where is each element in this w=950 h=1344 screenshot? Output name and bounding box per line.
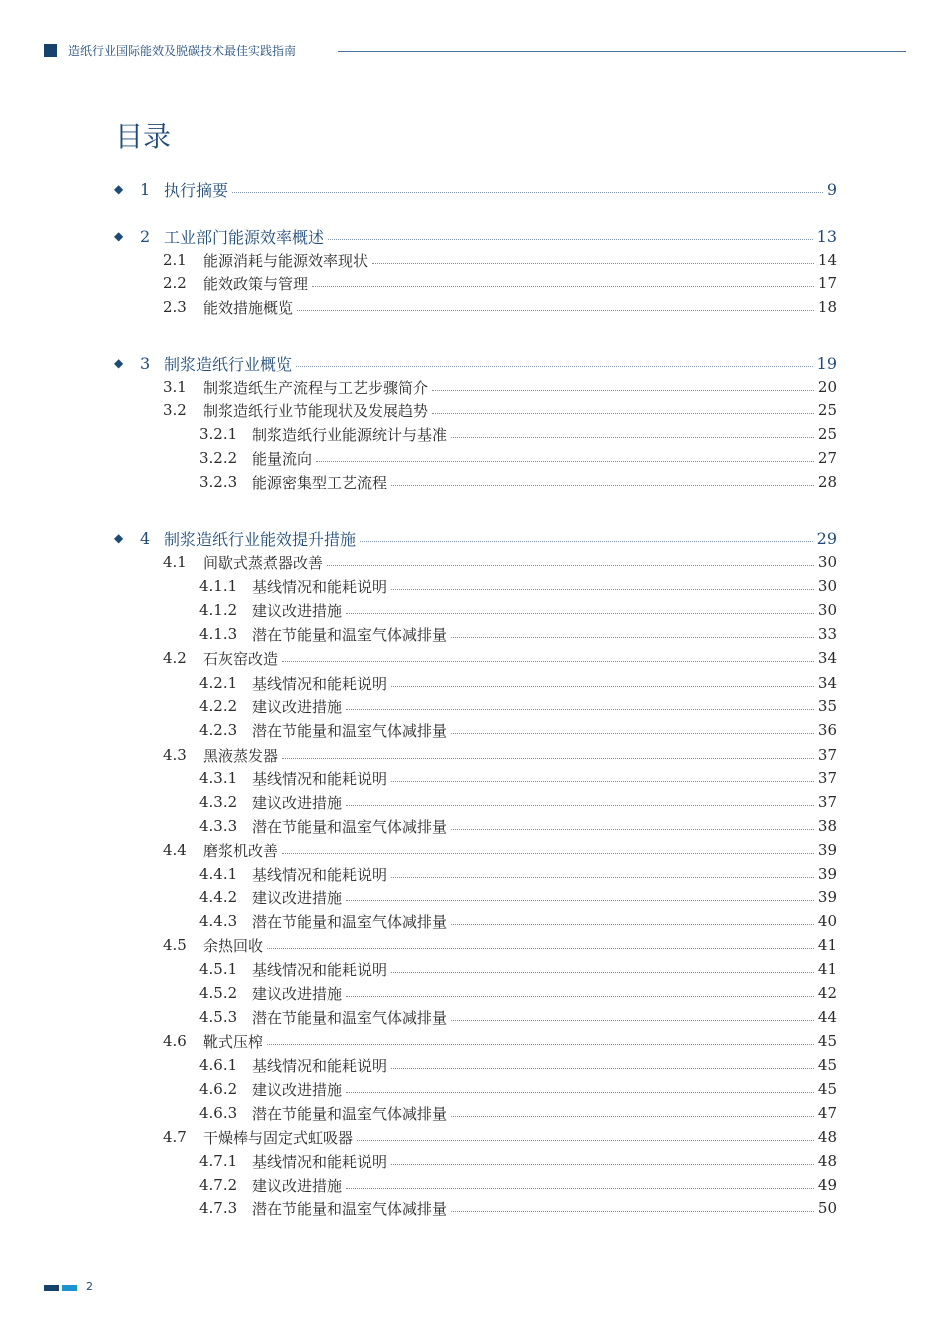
toc-entry[interactable]	[199, 959, 837, 979]
dot-leader	[346, 900, 814, 901]
toc-entry-label: 能源密集型工艺流程	[252, 473, 388, 492]
toc-entry-page: 37	[817, 769, 837, 787]
toc-entry-page: 45	[817, 1056, 837, 1074]
toc-entry-page: 47	[817, 1104, 837, 1122]
toc-entry-number: 4.6.1	[199, 1056, 238, 1074]
toc-entry-number: 4.1.1	[199, 577, 238, 595]
toc-entry[interactable]	[163, 840, 837, 860]
toc-heading: 目录	[115, 120, 172, 153]
toc-entry[interactable]	[199, 864, 837, 884]
toc-entry[interactable]	[199, 1151, 837, 1171]
toc-entry-page: 38	[817, 817, 837, 835]
dot-leader	[316, 461, 814, 462]
dot-leader	[451, 1020, 814, 1021]
toc-entry-page: 37	[817, 793, 837, 811]
toc-entry[interactable]	[199, 720, 837, 740]
toc-entry-label: 黑液蒸发器	[203, 746, 279, 765]
toc-entry-label: 潜在节能量和温室气体减排量	[252, 1104, 448, 1123]
toc-entry[interactable]	[199, 1175, 837, 1195]
diamond-bullet-icon: ◆	[114, 356, 124, 370]
dot-leader	[391, 781, 814, 782]
diamond-bullet-icon: ◆	[114, 531, 124, 545]
toc-entry-page: 36	[817, 721, 837, 739]
toc-entry-page: 30	[817, 553, 837, 571]
toc-entry-page: 14	[817, 251, 837, 269]
toc-entry-label: 建议改进措施	[252, 793, 343, 812]
dot-leader	[432, 390, 814, 391]
toc-entry-page: 48	[817, 1152, 837, 1170]
toc-entry-number: 4.4.2	[199, 888, 238, 906]
toc-entry[interactable]	[163, 297, 837, 317]
toc-entry-page: 18	[817, 298, 837, 316]
dot-leader	[346, 1092, 814, 1093]
toc-entry-number: 4.2.3	[199, 721, 238, 739]
footer-bar-light	[62, 1285, 77, 1291]
dot-leader	[282, 661, 814, 662]
toc-entry-number: 4.4	[163, 841, 187, 859]
toc-entry-page: 41	[817, 936, 837, 954]
toc-entry-label: 能量流向	[252, 449, 313, 468]
toc-entry[interactable]	[163, 273, 837, 293]
header-square-icon	[44, 44, 57, 57]
toc-entry-number: 3	[140, 353, 151, 373]
toc-entry-page: 37	[817, 746, 837, 764]
toc-entry-page: 44	[817, 1008, 837, 1026]
toc-entry-label: 制浆造纸行业能效提升措施	[164, 529, 357, 549]
toc-entry-page: 45	[817, 1032, 837, 1050]
dot-leader	[346, 996, 814, 997]
toc-entry-number: 1	[140, 179, 151, 199]
toc-entry[interactable]	[163, 935, 837, 955]
toc-entry[interactable]	[114, 353, 837, 374]
toc-entry-label: 制浆造纸行业概览	[164, 354, 293, 374]
toc-entry-page: 42	[817, 984, 837, 1002]
toc-entry-label: 间歇式蒸煮器改善	[203, 553, 324, 572]
toc-entry-number: 4.3.3	[199, 817, 238, 835]
toc-entry-label: 潜在节能量和温室气体减排量	[252, 912, 448, 931]
toc-entry-number: 4.6.2	[199, 1080, 238, 1098]
diamond-bullet-icon: ◆	[114, 229, 124, 243]
dot-leader	[451, 924, 814, 925]
toc-entry-number: 4.7	[163, 1128, 187, 1146]
toc-entry[interactable]	[199, 768, 837, 788]
dot-leader	[312, 286, 814, 287]
toc-entry-label: 建议改进措施	[252, 1080, 343, 1099]
toc-entry-number: 4	[140, 528, 151, 548]
toc-entry-label: 执行摘要	[164, 180, 229, 200]
toc-entry[interactable]	[199, 887, 837, 907]
toc-entry-number: 4.1.3	[199, 625, 238, 643]
toc-entry[interactable]	[199, 448, 837, 468]
toc-entry-page: 25	[817, 401, 837, 419]
toc-entry-label: 基线情况和能耗说明	[252, 674, 388, 693]
toc-entry-label: 潜在节能量和温室气体减排量	[252, 1008, 448, 1027]
page-number: 2	[86, 1280, 93, 1293]
toc-entry-number: 3.1	[163, 378, 187, 396]
toc-entry-label: 磨浆机改善	[203, 841, 279, 860]
toc-entry[interactable]	[199, 1055, 837, 1075]
toc-entry-number: 3.2	[163, 401, 187, 419]
dot-leader	[282, 758, 814, 759]
toc-entry[interactable]	[114, 179, 837, 200]
dot-leader	[391, 877, 814, 878]
toc-entry-page: 48	[817, 1128, 837, 1146]
toc-entry-number: 2.1	[163, 251, 187, 269]
toc-entry-page: 28	[817, 473, 837, 491]
dot-leader	[451, 1116, 814, 1117]
dot-leader	[451, 733, 814, 734]
toc-entry-page: 13	[816, 226, 837, 246]
toc-entry-number: 3.2.3	[199, 473, 238, 491]
toc-entry[interactable]	[163, 400, 837, 420]
toc-entry[interactable]	[199, 673, 837, 693]
toc-entry[interactable]	[163, 552, 837, 572]
toc-entry-label: 能源消耗与能源效率现状	[203, 251, 369, 270]
toc-entry-number: 4.1	[163, 553, 187, 571]
toc-entry[interactable]	[114, 226, 837, 247]
toc-entry[interactable]	[199, 1007, 837, 1027]
toc-entry-page: 30	[817, 601, 837, 619]
toc-entry-number: 4.2	[163, 649, 187, 667]
toc-entry[interactable]	[199, 911, 837, 931]
toc-entry[interactable]	[199, 600, 837, 620]
toc-entry-number: 4.1.2	[199, 601, 238, 619]
toc-entry-page: 27	[817, 449, 837, 467]
toc-entry-page: 45	[817, 1080, 837, 1098]
toc-entry[interactable]	[199, 1079, 837, 1099]
dot-leader	[267, 1044, 814, 1045]
diamond-bullet-icon: ◆	[114, 182, 124, 196]
toc-entry[interactable]	[163, 1031, 837, 1051]
toc-entry-number: 4.2.2	[199, 697, 238, 715]
toc-entry-number: 2	[140, 226, 151, 246]
toc-entry[interactable]	[163, 250, 837, 270]
toc-entry-page: 39	[817, 888, 837, 906]
toc-entry-page: 34	[817, 674, 837, 692]
toc-entry[interactable]	[199, 1103, 837, 1123]
dot-leader	[451, 437, 814, 438]
toc-entry[interactable]	[199, 983, 837, 1003]
toc-entry[interactable]	[199, 816, 837, 836]
toc-entry-number: 4.5	[163, 936, 187, 954]
toc-entry[interactable]	[163, 745, 837, 765]
toc-entry-label: 制浆造纸行业节能现状及发展趋势	[203, 401, 429, 420]
toc-entry-page: 39	[817, 841, 837, 859]
toc-entry-label: 建议改进措施	[252, 601, 343, 620]
toc-entry-label: 潜在节能量和温室气体减排量	[252, 721, 448, 740]
toc-entry[interactable]	[199, 1198, 837, 1218]
dot-leader	[346, 613, 814, 614]
toc-entry[interactable]	[199, 472, 837, 492]
toc-entry-page: 19	[816, 353, 837, 373]
dot-leader	[391, 972, 814, 973]
toc-entry-label: 基线情况和能耗说明	[252, 1056, 388, 1075]
dot-leader	[360, 541, 813, 542]
toc-entry-label: 潜在节能量和温室气体减排量	[252, 1199, 448, 1218]
toc-entry-label: 基线情况和能耗说明	[252, 769, 388, 788]
toc-entry-page: 30	[817, 577, 837, 595]
dot-leader	[296, 366, 813, 367]
toc-entry-page: 39	[817, 865, 837, 883]
toc-entry-page: 29	[816, 528, 837, 548]
toc-entry-page: 50	[817, 1199, 837, 1217]
toc-entry-page: 40	[817, 912, 837, 930]
toc-entry[interactable]	[199, 624, 837, 644]
toc-entry-label: 制浆造纸生产流程与工艺步骤简介	[203, 378, 429, 397]
toc-entry-number: 4.3.1	[199, 769, 238, 787]
toc-entry-number: 4.5.3	[199, 1008, 238, 1026]
dot-leader	[297, 310, 814, 311]
toc-entry-number: 2.3	[163, 298, 187, 316]
dot-leader	[451, 829, 814, 830]
toc-entry-number: 4.7.3	[199, 1199, 238, 1217]
running-header	[44, 43, 906, 59]
toc-entry-number: 4.4.3	[199, 912, 238, 930]
toc-entry-page: 34	[817, 649, 837, 667]
toc-entry-label: 制浆造纸行业能源统计与基准	[252, 425, 448, 444]
dot-leader	[391, 485, 814, 486]
toc-entry-label: 建议改进措施	[252, 1176, 343, 1195]
toc-entry[interactable]	[163, 377, 837, 397]
toc-entry[interactable]	[199, 576, 837, 596]
dot-leader	[327, 565, 814, 566]
dot-leader	[357, 1140, 814, 1141]
toc-entry-number: 4.6	[163, 1032, 187, 1050]
toc-entry-page: 33	[817, 625, 837, 643]
toc-entry-label: 潜在节能量和温室气体减排量	[252, 625, 448, 644]
toc-entry-label: 余热回收	[203, 936, 264, 955]
toc-entry-label: 靴式压榨	[203, 1032, 264, 1051]
dot-leader	[391, 589, 814, 590]
dot-leader	[346, 709, 814, 710]
toc-entry[interactable]	[199, 792, 837, 812]
dot-leader	[346, 1188, 814, 1189]
toc-entry[interactable]	[199, 696, 837, 716]
toc-entry-number: 4.5.2	[199, 984, 238, 1002]
toc-entry-label: 干燥棒与固定式虹吸器	[203, 1128, 354, 1147]
toc-entry[interactable]	[114, 528, 837, 549]
toc-entry-number: 4.7.2	[199, 1176, 238, 1194]
toc-entry[interactable]	[199, 424, 837, 444]
toc-entry-number: 4.3.2	[199, 793, 238, 811]
toc-entry[interactable]	[163, 648, 837, 668]
toc-entry-number: 3.2.1	[199, 425, 238, 443]
toc-entry-label: 建议改进措施	[252, 984, 343, 1003]
dot-leader	[432, 413, 814, 414]
toc-entry[interactable]	[163, 1127, 837, 1147]
header-title: 造纸行业国际能效及脱碳技术最佳实践指南	[68, 44, 297, 58]
toc-entry-page: 9	[826, 179, 837, 199]
dot-leader	[451, 1211, 814, 1212]
dot-leader	[282, 853, 814, 854]
toc-entry-number: 4.7.1	[199, 1152, 238, 1170]
dot-leader	[391, 1164, 814, 1165]
toc-entry-page: 49	[817, 1176, 837, 1194]
toc-entry-number: 4.3	[163, 746, 187, 764]
header-rule	[338, 51, 906, 52]
toc-entry-label: 基线情况和能耗说明	[252, 577, 388, 596]
toc-entry-label: 基线情况和能耗说明	[252, 865, 388, 884]
toc-entry-label: 建议改进措施	[252, 697, 343, 716]
toc-entry-label: 基线情况和能耗说明	[252, 960, 388, 979]
toc-entry-number: 3.2.2	[199, 449, 238, 467]
dot-leader	[451, 637, 814, 638]
dot-leader	[391, 686, 814, 687]
toc-entry-number: 4.4.1	[199, 865, 238, 883]
toc-entry-label: 能效政策与管理	[203, 274, 309, 293]
toc-entry-label: 能效措施概览	[203, 298, 294, 317]
toc-entry-label: 建议改进措施	[252, 888, 343, 907]
dot-leader	[346, 805, 814, 806]
toc-entry-page: 25	[817, 425, 837, 443]
dot-leader	[328, 239, 813, 240]
toc-entry-number: 4.2.1	[199, 674, 238, 692]
toc-entry-page: 17	[817, 274, 837, 292]
toc-entry-label: 潜在节能量和温室气体减排量	[252, 817, 448, 836]
footer-bar-dark	[44, 1285, 59, 1291]
toc-entry-number: 4.6.3	[199, 1104, 238, 1122]
toc-entry-label: 基线情况和能耗说明	[252, 1152, 388, 1171]
toc-entry-page: 35	[817, 697, 837, 715]
toc-entry-number: 2.2	[163, 274, 187, 292]
toc-entry-label: 工业部门能源效率概述	[164, 227, 325, 247]
toc-entry-page: 20	[817, 378, 837, 396]
toc-entry-number: 4.5.1	[199, 960, 238, 978]
dot-leader	[391, 1068, 814, 1069]
dot-leader	[232, 192, 823, 193]
dot-leader	[267, 948, 814, 949]
dot-leader	[372, 263, 814, 264]
toc-entry-page: 41	[817, 960, 837, 978]
toc-entry-label: 石灰窑改造	[203, 649, 279, 668]
